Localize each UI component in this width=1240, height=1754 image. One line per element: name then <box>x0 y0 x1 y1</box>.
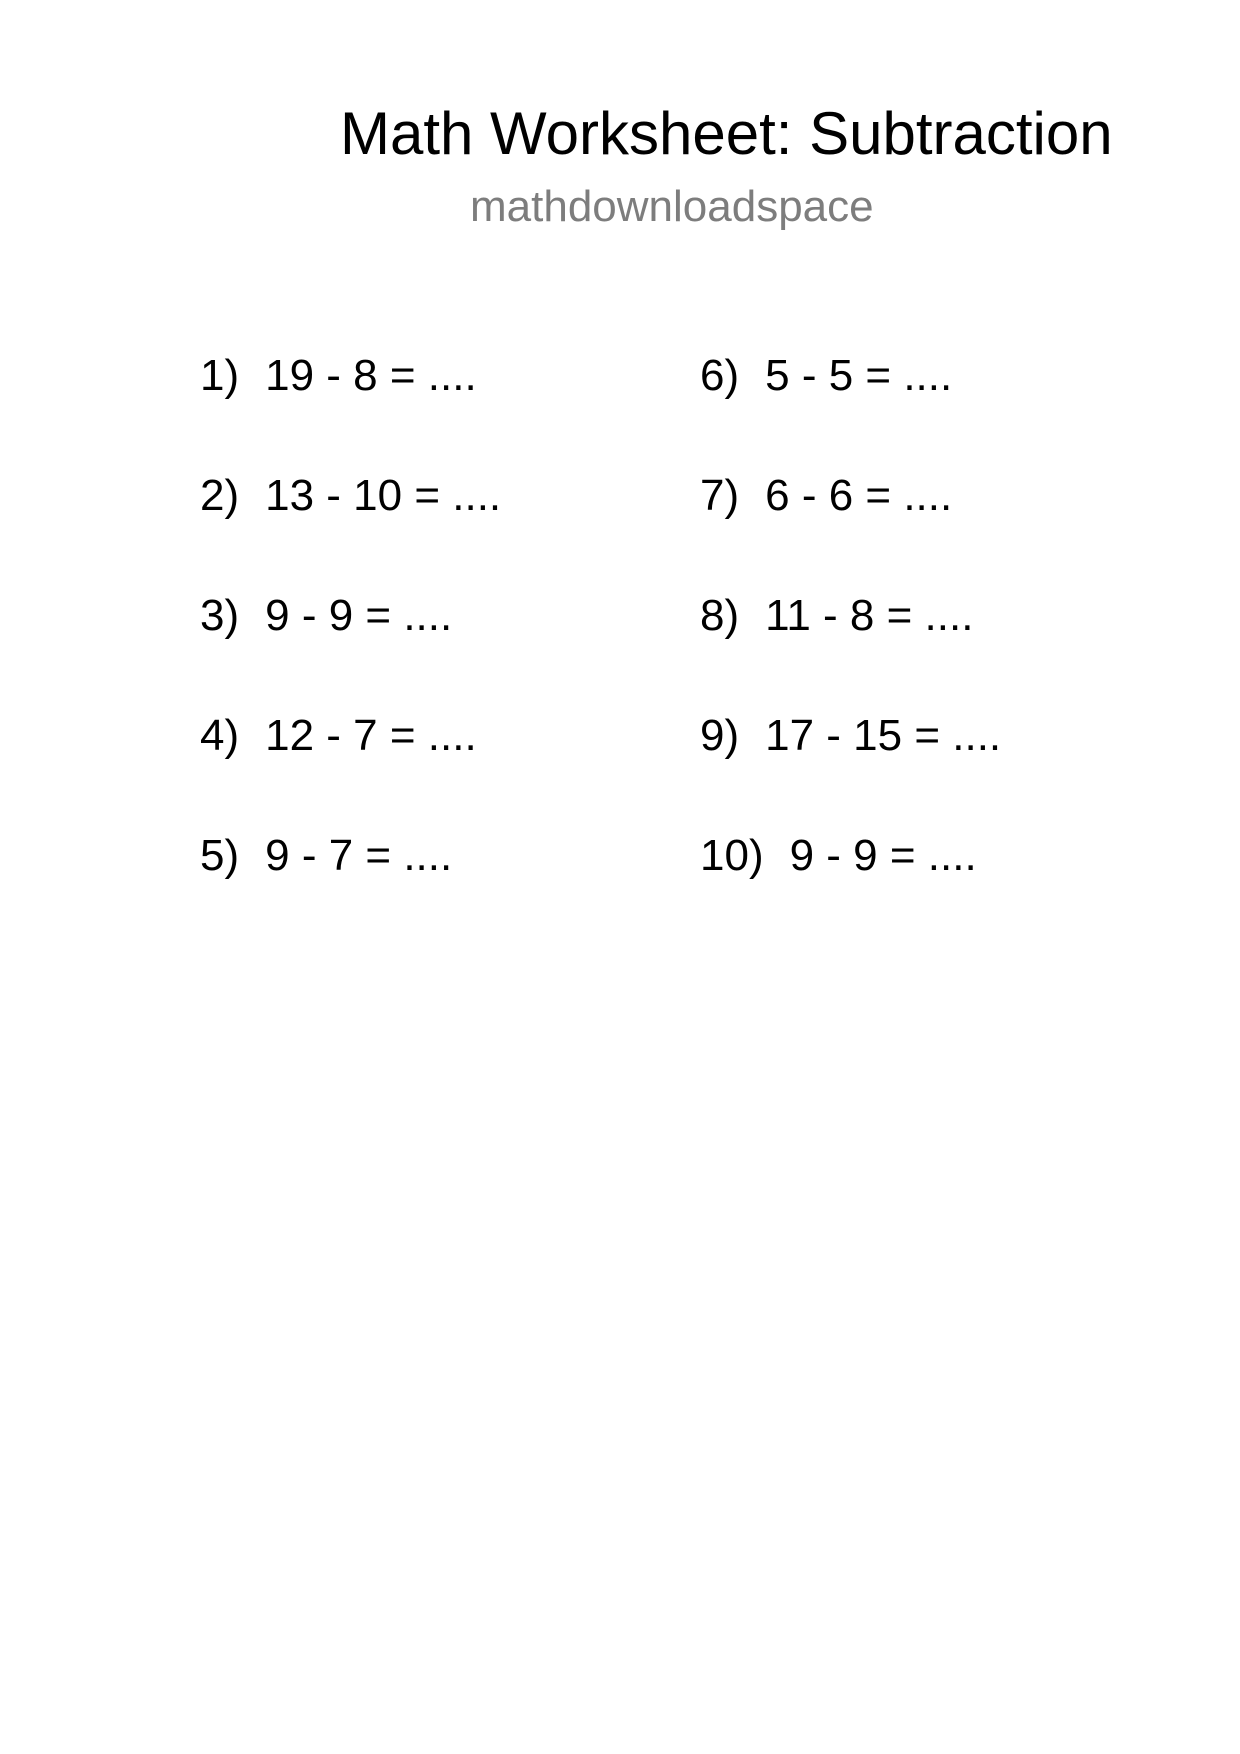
problem-item <box>200 590 452 642</box>
problem-item <box>700 830 977 882</box>
problem-expression: 19 - 8 = .... <box>265 351 477 400</box>
problem-number: 7) <box>700 471 740 520</box>
problem-expression: 9 - 9 = .... <box>265 591 453 640</box>
problem-number: 8) <box>700 591 740 640</box>
problem-expression: 17 - 15 = .... <box>765 711 1002 760</box>
problem-expression: 6 - 6 = .... <box>765 471 953 520</box>
problem-item <box>200 830 452 882</box>
problem-number: 5) <box>200 831 240 880</box>
problem-item <box>700 350 952 402</box>
worksheet-title: Math Worksheet: Subtraction <box>340 100 1113 167</box>
problem-item <box>700 590 973 642</box>
problem-item <box>700 470 952 522</box>
problem-item <box>700 710 1001 762</box>
problem-item <box>200 350 477 402</box>
problem-number: 2) <box>200 471 240 520</box>
problem-number: 9) <box>700 711 740 760</box>
worksheet-subtitle: mathdownloadspace <box>470 182 874 231</box>
problem-expression: 13 - 10 = .... <box>265 471 502 520</box>
problem-item <box>200 470 501 522</box>
problem-expression: 9 - 7 = .... <box>265 831 453 880</box>
problem-expression: 11 - 8 = .... <box>765 591 974 640</box>
problem-number: 10) <box>700 831 764 880</box>
problem-expression: 5 - 5 = .... <box>765 351 953 400</box>
problem-expression: 12 - 7 = .... <box>265 711 477 760</box>
problem-number: 4) <box>200 711 240 760</box>
problem-number: 1) <box>200 351 240 400</box>
problem-number: 3) <box>200 591 240 640</box>
problem-item <box>200 710 477 762</box>
problem-number: 6) <box>700 351 740 400</box>
problem-expression: 9 - 9 = .... <box>789 831 977 880</box>
